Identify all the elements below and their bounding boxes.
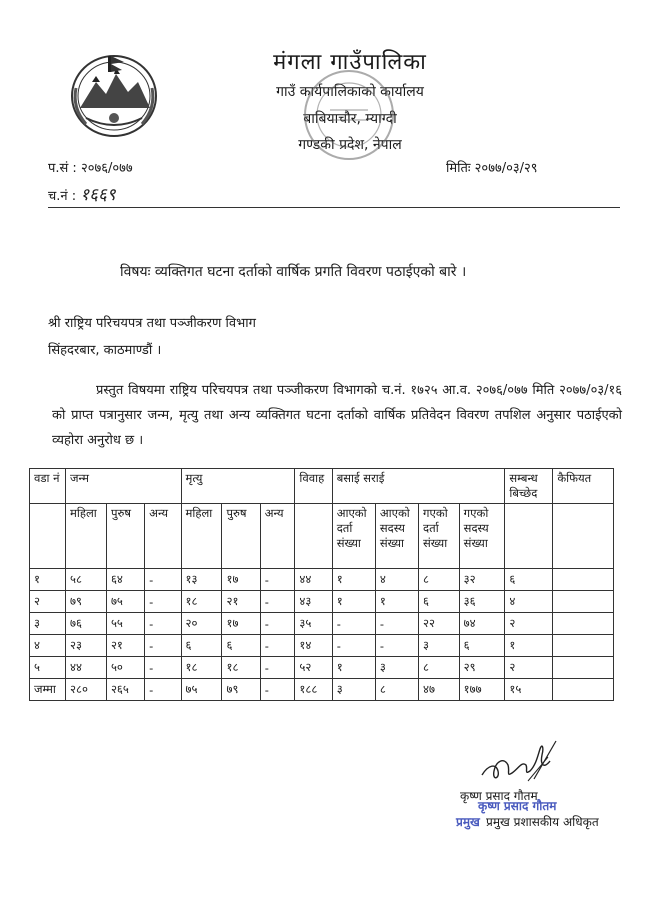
table-cell: ६ xyxy=(222,635,260,657)
table-cell: ३ xyxy=(375,657,418,679)
table-cell: ५० xyxy=(106,657,144,679)
sub-in-members: आएको सदस्य संख्या xyxy=(375,504,418,569)
col-divorce: सम्बन्ध बिच्छेद xyxy=(505,469,553,504)
letter-body xyxy=(52,378,622,453)
table-cell: - xyxy=(260,569,295,591)
table-cell: १३ xyxy=(181,569,222,591)
government-emblem xyxy=(66,48,162,140)
table-cell: ८ xyxy=(375,679,418,701)
col-marriage: विवाह xyxy=(295,469,332,504)
letter-subject: विषयः व्यक्तिगत घटना दर्ताको वार्षिक प्रगति विवरण पठाईएको बारे । xyxy=(120,264,467,280)
table-cell: २१ xyxy=(106,635,144,657)
handwritten-signature xyxy=(478,735,560,787)
table-cell: - xyxy=(145,679,181,701)
table-cell: ३ xyxy=(332,679,375,701)
sub-out-members: गएको सदस्य संख्या xyxy=(459,504,505,569)
table-cell: ८ xyxy=(419,657,460,679)
table-cell: - xyxy=(332,613,375,635)
registration-report-table xyxy=(29,468,614,701)
table-cell: - xyxy=(260,635,295,657)
table-cell: ७९ xyxy=(65,591,106,613)
table-cell: १८ xyxy=(181,591,222,613)
ward-number-cell: जम्मा xyxy=(30,679,66,701)
table-cell xyxy=(553,657,614,679)
table-cell xyxy=(553,569,614,591)
table-cell: ३२ xyxy=(459,569,505,591)
office-subtitle: गाउँ कार्यपालिकाको कार्यालय xyxy=(276,84,424,100)
table-cell: ६४ xyxy=(106,569,144,591)
col-ward: वडा नं xyxy=(30,469,66,504)
table-cell: - xyxy=(145,569,181,591)
table-cell: २० xyxy=(181,613,222,635)
sub-empty xyxy=(505,504,553,569)
col-birth: जन्म xyxy=(65,469,181,504)
ward-number-cell: ४ xyxy=(30,635,66,657)
table-cell: १८ xyxy=(181,657,222,679)
sub-empty xyxy=(30,504,66,569)
ward-number-cell: ३ xyxy=(30,613,66,635)
table-cell: ७४ xyxy=(459,613,505,635)
table-cell: - xyxy=(332,635,375,657)
dispatch-number-label: च.नं : xyxy=(48,189,77,204)
table-row xyxy=(30,613,614,635)
table-cell: १ xyxy=(332,591,375,613)
table-cell xyxy=(553,679,614,701)
table-cell: २३ xyxy=(65,635,106,657)
dispatch-number-value: १६६९ xyxy=(80,185,116,205)
table-cell: ६ xyxy=(459,635,505,657)
sub-birth-female: महिला xyxy=(65,504,106,569)
table-cell: ३ xyxy=(419,635,460,657)
table-cell: २९ xyxy=(459,657,505,679)
table-cell: ७५ xyxy=(181,679,222,701)
table-row xyxy=(30,569,614,591)
table-cell: २१ xyxy=(222,591,260,613)
letter-date: मितिः २०७७/०३/२९ xyxy=(446,161,538,176)
table-cell: - xyxy=(260,591,295,613)
table-cell: ४ xyxy=(375,569,418,591)
ward-number-cell: १ xyxy=(30,569,66,591)
table-cell: ७५ xyxy=(106,591,144,613)
table-cell: १७ xyxy=(222,613,260,635)
sub-out-registrations: गएको दर्ता संख्या xyxy=(419,504,460,569)
table-cell: ५८ xyxy=(65,569,106,591)
table-cell: - xyxy=(145,657,181,679)
ward-number-cell: २ xyxy=(30,591,66,613)
table-cell: ४७ xyxy=(419,679,460,701)
sub-death-male: पुरुष xyxy=(222,504,260,569)
office-address: बाबियाचौर, म्याग्दी xyxy=(303,111,397,127)
sub-empty xyxy=(295,504,332,569)
office-round-stamp xyxy=(300,66,398,164)
table-body xyxy=(30,569,614,701)
stamp-name-line: कृष्ण प्रसाद गौतम xyxy=(478,799,557,813)
table-cell xyxy=(553,613,614,635)
header-divider xyxy=(48,207,620,208)
table-cell: १५ xyxy=(505,679,553,701)
table-cell: - xyxy=(260,679,295,701)
col-migration: बसाई सराई xyxy=(332,469,505,504)
office-province: गण्डकी प्रदेश, नेपाल xyxy=(298,137,402,153)
ward-number-cell: ५ xyxy=(30,657,66,679)
table-cell: १ xyxy=(332,657,375,679)
table-cell: ४४ xyxy=(295,569,332,591)
table-cell: १ xyxy=(332,569,375,591)
table-cell: - xyxy=(375,635,418,657)
sub-birth-other: अन्य xyxy=(145,504,181,569)
table-cell: ५२ xyxy=(295,657,332,679)
table-cell: २६५ xyxy=(106,679,144,701)
sub-birth-male: पुरुष xyxy=(106,504,144,569)
table-row xyxy=(30,679,614,701)
sub-death-female: महिला xyxy=(181,504,222,569)
signatory-name: कृष्ण प्रसाद गौतम xyxy=(460,789,538,803)
table-cell: ७६ xyxy=(65,613,106,635)
table-cell: ५५ xyxy=(106,613,144,635)
table-cell: ४३ xyxy=(295,591,332,613)
table-cell: ७९ xyxy=(222,679,260,701)
sub-in-registrations: आएको दर्ता संख्या xyxy=(332,504,375,569)
table-row xyxy=(30,591,614,613)
table-cell: ६ xyxy=(181,635,222,657)
table-cell xyxy=(553,591,614,613)
table-cell: - xyxy=(375,613,418,635)
table-cell: २ xyxy=(505,613,553,635)
table-cell: १४ xyxy=(295,635,332,657)
sub-death-other: अन्य xyxy=(260,504,295,569)
dispatch-number xyxy=(48,182,116,205)
table-cell: २ xyxy=(505,657,553,679)
table-cell: - xyxy=(145,635,181,657)
col-death: मृत्यु xyxy=(181,469,295,504)
letter-reference-number: प.सं : २०७६/०७७ xyxy=(48,161,133,176)
table-cell: - xyxy=(145,591,181,613)
table-cell: ३५ xyxy=(295,613,332,635)
table-cell: - xyxy=(145,613,181,635)
table-cell: ६ xyxy=(505,569,553,591)
table-cell: ३६ xyxy=(459,591,505,613)
stamp-title-line: प्रमुख xyxy=(456,815,480,829)
table-cell: १ xyxy=(505,635,553,657)
table-cell: ८ xyxy=(419,569,460,591)
table-cell: ४ xyxy=(505,591,553,613)
col-remarks: कैफियत xyxy=(553,469,614,504)
table-cell: १ xyxy=(375,591,418,613)
body-paragraph: प्रस्तुत विषयमा राष्ट्रिय परिचयपत्र तथा पञ्जीकरण विभागको च.नं. १७२५ आ.व. २०७६/०७७ मिति २०७७/०३/१६ को प्राप्त पत्रानुसार जन्म, मृत्यु तथा अन्य व्यक्तिगत घटना दर्ताको वार्षिक प्रतिवेदन विवरण तपशिल अनुसार पठाईएको व्यहोरा अनुरोध छ । xyxy=(52,383,622,448)
table-row xyxy=(30,657,614,679)
table-cell: १८८ xyxy=(295,679,332,701)
table-cell xyxy=(553,635,614,657)
table-row xyxy=(30,635,614,657)
signatory-title: प्रमुख प्रशासकीय अधिकृत xyxy=(486,815,599,829)
table-cell: - xyxy=(260,613,295,635)
table-cell: २२ xyxy=(419,613,460,635)
recipient-name: श्री राष्ट्रिय परिचयपत्र तथा पञ्जीकरण विभाग xyxy=(48,316,256,331)
office-name: मंगला गाउँपालिका xyxy=(273,50,427,75)
table-cell: ४४ xyxy=(65,657,106,679)
table-cell: - xyxy=(260,657,295,679)
sub-empty xyxy=(553,504,614,569)
table-group-header-row xyxy=(30,469,614,504)
table-cell: १७ xyxy=(222,569,260,591)
table-cell: १८ xyxy=(222,657,260,679)
table-cell: १७७ xyxy=(459,679,505,701)
recipient-address: सिंहदरबार, काठमाण्डौं । xyxy=(48,343,162,358)
table-sub-header-row xyxy=(30,504,614,569)
table-cell: २८० xyxy=(65,679,106,701)
table-cell: ६ xyxy=(419,591,460,613)
